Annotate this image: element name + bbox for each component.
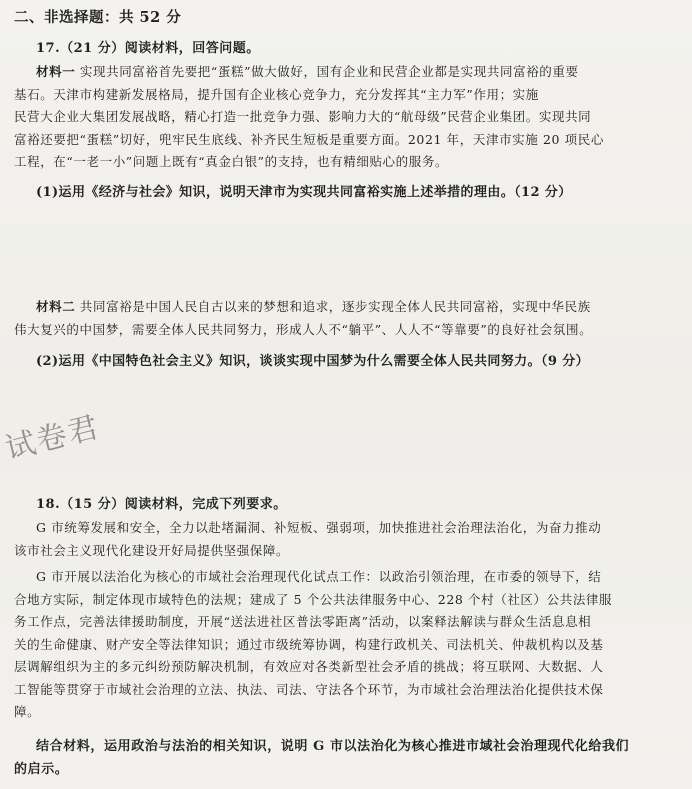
question-18-paragraph-2: [14, 566, 678, 724]
paragraph-2-line: 障。: [14, 704, 41, 719]
material-2-line: 伟大复兴的中国梦，需要全体人民共同努力，形成人人不“躺平”、人人不“等靠要”的良好社会氛围。: [14, 321, 593, 337]
paragraph-2-line: 层调解组织为主的多元纠纷预防解决机制，有效应对各类新型社会矛盾的挑战；将互联网、大数据、人: [14, 659, 604, 674]
paragraph-2-line: 关的生命健康、财产安全等法律知识；通过市级统筹协调，构建行政机关、司法机关、仲裁机构以及基: [14, 636, 604, 652]
watermark-text: 试卷君: [1, 409, 104, 467]
material-1-line-text: 实现共同富裕首先要把“蛋糕”做大做好，国有企业和民营企业都是实现共同富裕的重要: [79, 64, 579, 79]
paragraph-1-line: 该市社会主义现代化建设开好局提供坚强保障。: [14, 542, 290, 558]
question-17-material-1: [14, 61, 678, 174]
bleed-through-header: [250, 8, 610, 22]
material-1-line: 民营大企业大集团发展战略，精心打造一批竞争力强、影响力大的“航母级”民营企业集团。实现共同: [14, 109, 592, 124]
question-17-material-2: [14, 296, 678, 341]
material-1-line: 基石。天津市构建新发展格局，提升国有企业核心竞争力，充分发挥其“主力军”作用；实施: [14, 86, 539, 102]
paragraph-1-line: G 市统筹发展和安全，全力以赴堵漏洞、补短板、强弱项，加快推进社会治理法治化，为奋力推动: [36, 520, 602, 535]
material-1-line: 富裕还要把“蛋糕”切好，兜牢民生底线、补齐民生短板是重要方面。2021 年，天津市实施 20 项民心: [14, 131, 604, 147]
question-18-requirement: [14, 736, 678, 781]
question-18-paragraph-1: [14, 517, 678, 562]
material-1-line: 工程，在“一老一小”问题上既有“真金白银”的支持，也有精细贴心的服务。: [14, 154, 449, 169]
section-title: 二、非选择题：共 52 分: [14, 9, 182, 26]
material-2-line: [14, 296, 678, 319]
paragraph-2-line: 工智能等贯穿于市域社会治理的立法、执法、司法、守法各个环节，为市域社会治理法治化提供技术保: [14, 681, 604, 697]
paragraph-2-line: 务工作点，完善法律援助制度，开展“送法进社区普法零距离”活动，以案释法解读与群众生活息息相: [14, 614, 592, 629]
question-18-heading: 18.（15 分）阅读材料，完成下列要求。: [36, 497, 287, 512]
question-17-heading: 17.（21 分）阅读材料，回答问题。: [36, 41, 260, 56]
material-1-line: [14, 61, 678, 84]
material-2-label: 材料二: [36, 299, 76, 314]
paragraph-2-line: G 市开展以法治化为核心的市域社会治理现代化试点工作：以政治引领治理，在市委的领导下，结: [36, 569, 602, 584]
question-17-sub-1: (1)运用《经济与社会》知识，说明天津市为实现共同富裕实施上述举措的理由。（12 分）: [36, 185, 572, 200]
material-2-line-text: 共同富裕是中国人民自古以来的梦想和追求，逐步实现全体人民共同富裕，实现中华民族: [79, 299, 591, 314]
requirement-line: 的启示。: [14, 761, 69, 777]
material-1-label: 材料一: [36, 64, 76, 79]
paragraph-2-line: 合地方实际，制定体现市域特色的法规；建成了 5 个公共法律服务中心、228 个村（社区）公共法律服: [14, 591, 613, 607]
requirement-line: 结合材料，运用政治与法治的相关知识，说明 G 市以法治化为核心推进市域社会治理现代化给我们: [36, 739, 630, 754]
question-17-sub-2: (2)运用《中国特色社会主义》知识，谈谈实现中国梦为什么需要全体人民共同努力。（9 分）: [36, 354, 590, 369]
